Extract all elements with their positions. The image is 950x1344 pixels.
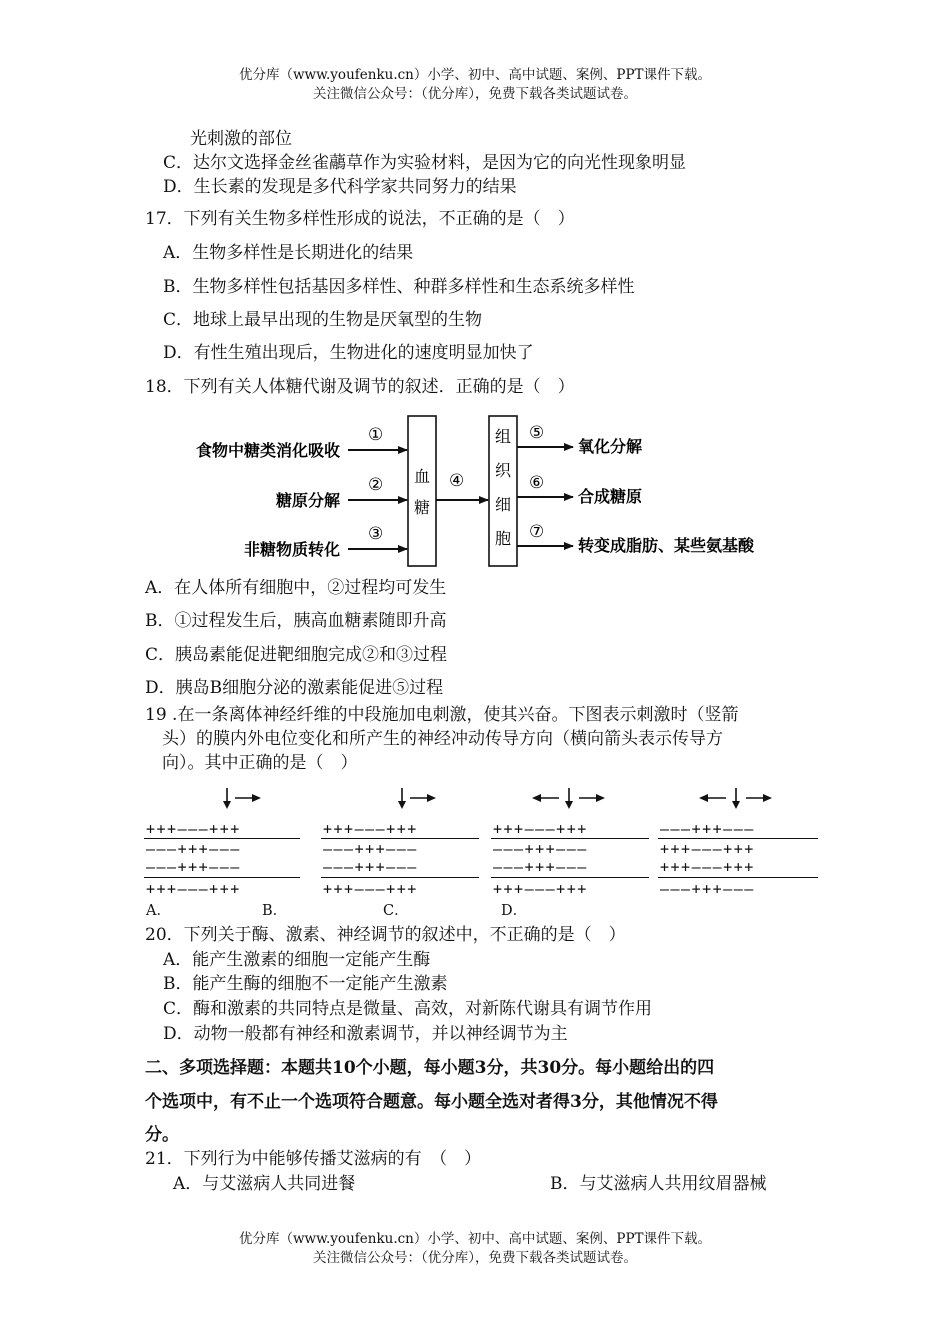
- q18-option-a: A．在人体所有细胞中，②过程均可发生: [145, 578, 447, 598]
- source-label-3: 非糖物质转化: [243, 540, 340, 559]
- q18-option-b: B．①过程发生后，胰高血糖素随即升高: [145, 611, 447, 631]
- section2-instructions-line1: 二、多项选择题：本题共10个小题，每小题3分，共30分。每小题给出的四: [145, 1058, 715, 1078]
- charge-row-2: ———+++———: [323, 840, 418, 858]
- blood-sugar-char-2: 糖: [413, 498, 431, 517]
- page-header-line2: 关注微信公众号：（优分库），免费下载各类试题试卷。: [313, 86, 637, 102]
- page-footer-line1: 优分库（www.youfenku.cn）小学、初中、高中试题、案例、PPT课件下载。: [238, 1231, 712, 1247]
- option-label-c: C．: [383, 903, 409, 919]
- q18-option-d: D．胰岛B细胞分泌的激素能促进⑤过程: [145, 678, 444, 698]
- stimulus-arrows-c: [525, 786, 609, 812]
- membrane-line-top: [321, 838, 479, 839]
- output-label-1: 氧化分解: [578, 437, 643, 456]
- source-label-1: 食物中糖类消化吸收: [195, 441, 340, 460]
- stimulus-arrows-b: [390, 786, 450, 812]
- section2-instructions-line2: 个选项中，有不止一个选项符合题意。每小题全选对者得3分，其他情况不得: [145, 1092, 718, 1112]
- step-num-6: ⑥: [529, 473, 545, 493]
- q20-option-d: D．动物一般都有神经和激素调节，并以神经调节为主: [163, 1024, 568, 1044]
- blood-sugar-char-1: 血: [413, 467, 431, 486]
- charge-row-4: ———+++———: [660, 880, 755, 898]
- q17-option-d: D．有性生殖出现后，生物进化的速度明显加快了: [163, 343, 534, 363]
- membrane-line-bottom: [321, 877, 479, 878]
- charge-row-1: +++———+++: [146, 820, 241, 838]
- charge-row-2: ———+++———: [493, 840, 588, 858]
- stimulus-arrows-d: [692, 786, 776, 812]
- membrane-line-bottom: [491, 877, 649, 878]
- q21-stem: 21．下列行为中能够传播艾滋病的有 （ ）: [145, 1149, 482, 1169]
- charge-row-3: +++———+++: [660, 858, 755, 876]
- step-num-5: ⑤: [529, 423, 545, 443]
- section2-instructions-line3: 分。: [145, 1125, 179, 1145]
- charge-row-3: ———+++———: [146, 858, 241, 876]
- q21-option-a: A．与艾滋病人共同进餐: [173, 1174, 356, 1194]
- q20-stem: 20．下列关于酶、激素、神经调节的叙述中，不正确的是（ ）: [145, 925, 626, 945]
- charge-row-1: +++———+++: [493, 820, 588, 838]
- charge-row-1: +++———+++: [323, 820, 418, 838]
- q20-option-c: C．酶和激素的共同特点是微量、高效，对新陈代谢具有调节作用: [163, 999, 653, 1019]
- q19-stem-line1: 19 .在一条离体神经纤维的中段施加电刺激，使其兴奋。下图表示刺激时（竖箭: [145, 705, 739, 725]
- output-label-3: 转变成脂肪、某些氨基酸: [578, 536, 755, 555]
- q17-option-a: A．生物多样性是长期进化的结果: [163, 243, 414, 263]
- q19-stem-line2: 头）的膜内外电位变化和所产生的神经冲动传导方向（横向箭头表示传导方: [162, 729, 723, 749]
- tissue-cell-char-3: 细: [494, 495, 512, 514]
- charge-row-2: +++———+++: [660, 840, 755, 858]
- q18-option-c: C．胰岛素能促进靶细胞完成②和③过程: [145, 645, 448, 665]
- q21-option-b: B．与艾滋病人共用纹眉器械: [550, 1174, 767, 1194]
- membrane-line-top: [658, 838, 818, 839]
- q16-option-c: C．达尔文选择金丝雀虉草作为实验材料，是因为它的向光性现象明显: [163, 153, 687, 173]
- q17-stem: 17．下列有关生物多样性形成的说法，不正确的是（ ）: [145, 209, 575, 229]
- tissue-cell-char-1: 组: [494, 427, 512, 446]
- source-label-2: 糖原分解: [275, 491, 340, 510]
- charge-row-4: +++———+++: [493, 880, 588, 898]
- blood-sugar-box: [408, 416, 436, 566]
- tissue-cell-char-4: 胞: [494, 529, 512, 548]
- q16-continuation: 光刺激的部位: [190, 129, 292, 149]
- step-num-7: ⑦: [529, 522, 545, 542]
- page-header-line1: 优分库（www.youfenku.cn）小学、初中、高中试题、案例、PPT课件下载。: [238, 67, 712, 83]
- q17-option-c: C．地球上最早出现的生物是厌氧型的生物: [163, 310, 483, 330]
- charge-row-4: +++———+++: [323, 880, 418, 898]
- charge-row-1: ———+++———: [660, 820, 755, 838]
- step-num-3: ③: [368, 524, 384, 544]
- q19-stem-line3: 向）。其中正确的是（ ）: [162, 753, 358, 773]
- charge-row-3: ———+++———: [323, 858, 418, 876]
- step-num-1: ①: [368, 425, 384, 445]
- q16-option-d: D．生长素的发现是多代科学家共同努力的结果: [163, 177, 517, 197]
- charge-row-3: ———+++———: [493, 858, 588, 876]
- charge-row-2: ———+++———: [146, 840, 241, 858]
- option-label-a: A．: [146, 903, 171, 919]
- q20-option-b: B．能产生酶的细胞不一定能产生激素: [163, 974, 448, 994]
- membrane-line-top: [491, 838, 649, 839]
- membrane-line-bottom: [658, 877, 818, 878]
- output-label-2: 合成糖原: [578, 487, 643, 506]
- option-label-b: B．: [262, 903, 288, 919]
- glucose-metabolism-diagram: [190, 410, 770, 570]
- stimulus-arrows-a: [215, 786, 275, 812]
- step-num-2: ②: [368, 475, 384, 495]
- page-footer-line2: 关注微信公众号：（优分库），免费下载各类试题试卷。: [313, 1250, 637, 1266]
- q18-stem: 18．下列有关人体糖代谢及调节的叙述．正确的是（ ）: [145, 377, 575, 397]
- q20-option-a: A．能产生激素的细胞一定能产生酶: [163, 950, 431, 970]
- option-label-d: D．: [501, 903, 528, 919]
- step-num-4: ④: [449, 471, 465, 491]
- membrane-line-bottom: [144, 877, 300, 878]
- charge-row-4: +++———+++: [146, 880, 241, 898]
- tissue-cell-char-2: 织: [494, 461, 512, 480]
- membrane-line-top: [144, 838, 300, 839]
- q17-option-b: B．生物多样性包括基因多样性、种群多样性和生态系统多样性: [163, 277, 635, 297]
